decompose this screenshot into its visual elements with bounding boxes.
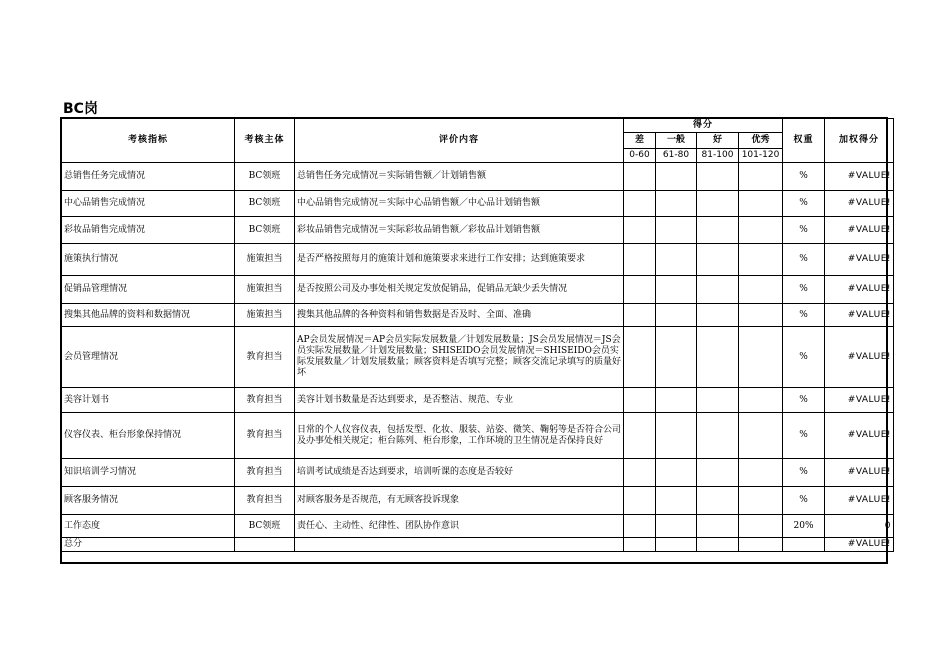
subject-cell: 施策担当 <box>235 276 295 304</box>
score-cell-excellent[interactable] <box>739 244 783 276</box>
table-row <box>62 163 894 191</box>
subject-cell: 教育担当 <box>235 388 295 413</box>
score-cell-excellent[interactable] <box>739 276 783 304</box>
total-empty-cell <box>295 538 624 552</box>
level-label-excellent: 优秀 <box>739 133 783 149</box>
subject-cell: 教育担当 <box>235 459 295 487</box>
header-score: 得分 <box>624 119 783 133</box>
subject-cell: 教育担当 <box>235 487 295 515</box>
header-weight: 权重 <box>783 119 825 163</box>
weight-cell: % <box>783 163 825 191</box>
content-cell: 是否按照公司及办事处相关规定发放促销品，促销品无缺少丢失情况 <box>295 276 624 304</box>
score-cell-poor[interactable] <box>624 515 656 538</box>
header-indicator: 考核指标 <box>62 119 235 163</box>
level-range-average: 61-80 <box>656 149 697 163</box>
weighted-score-cell: 0 <box>825 515 894 538</box>
indicator-cell: 会员管理情况 <box>62 327 235 388</box>
subject-cell: 施策担当 <box>235 304 295 327</box>
score-cell-average[interactable] <box>656 217 697 244</box>
level-label-average: 一般 <box>656 133 697 149</box>
score-cell-poor[interactable] <box>624 327 656 388</box>
weighted-score-cell: #VALUE! <box>825 388 894 413</box>
score-cell-poor[interactable] <box>624 413 656 459</box>
indicator-cell: 搜集其他品牌的资料和数据情况 <box>62 304 235 327</box>
score-cell-excellent[interactable] <box>739 163 783 191</box>
score-cell-average[interactable] <box>656 515 697 538</box>
weight-cell: % <box>783 487 825 515</box>
total-empty-cell <box>783 538 825 552</box>
level-label-poor: 差 <box>624 133 656 149</box>
content-cell: AP会员发展情况＝AP会员实际发展数量／计划发展数量；JS会员发展情况＝JS会员实际发展数量／计划发展数量；SHISEIDO会员发展情况＝SHISEIDO会员实际发展数量／计划发展数量；顾客资料是否填写完整；顾客交流记录填写的质量好坏 <box>295 327 624 388</box>
score-cell-poor[interactable] <box>624 276 656 304</box>
score-cell-good[interactable] <box>697 388 739 413</box>
indicator-cell: 工作态度 <box>62 515 235 538</box>
score-cell-poor[interactable] <box>624 244 656 276</box>
score-cell-excellent[interactable] <box>739 515 783 538</box>
score-cell-poor[interactable] <box>624 388 656 413</box>
content-cell: 培训考试成绩是否达到要求，培训听课的态度是否较好 <box>295 459 624 487</box>
content-cell: 对顾客服务是否规范，有无顾客投诉现象 <box>295 487 624 515</box>
weighted-score-cell: #VALUE! <box>825 487 894 515</box>
total-empty-cell <box>739 538 783 552</box>
evaluation-table <box>61 118 894 552</box>
subject-cell: 教育担当 <box>235 327 295 388</box>
score-cell-average[interactable] <box>656 327 697 388</box>
weight-cell: % <box>783 304 825 327</box>
content-cell: 彩妆品销售完成情况＝实际彩妆品销售额／彩妆品计划销售额 <box>295 217 624 244</box>
score-cell-average[interactable] <box>656 191 697 217</box>
subject-cell: 施策担当 <box>235 244 295 276</box>
score-cell-excellent[interactable] <box>739 388 783 413</box>
total-empty-cell <box>624 538 656 552</box>
weighted-score-cell: #VALUE! <box>825 191 894 217</box>
score-cell-excellent[interactable] <box>739 217 783 244</box>
score-cell-average[interactable] <box>656 163 697 191</box>
score-cell-excellent[interactable] <box>739 413 783 459</box>
score-cell-good[interactable] <box>697 217 739 244</box>
weight-cell: % <box>783 217 825 244</box>
score-cell-excellent[interactable] <box>739 459 783 487</box>
score-cell-average[interactable] <box>656 459 697 487</box>
header-weighted-score: 加权得分 <box>825 119 894 163</box>
score-cell-poor[interactable] <box>624 217 656 244</box>
total-weighted-score: #VALUE! <box>825 538 894 552</box>
indicator-cell: 中心品销售完成情况 <box>62 191 235 217</box>
score-cell-good[interactable] <box>697 413 739 459</box>
sheet-title: BC岗 <box>63 101 98 117</box>
table-row <box>62 304 894 327</box>
content-cell: 中心品销售完成情况＝实际中心品销售额／中心品计划销售额 <box>295 191 624 217</box>
content-cell: 责任心、主动性、纪律性、团队协作意识 <box>295 515 624 538</box>
content-cell: 总销售任务完成情况＝实际销售额／计划销售额 <box>295 163 624 191</box>
weighted-score-cell: #VALUE! <box>825 413 894 459</box>
table-row <box>62 327 894 388</box>
score-cell-excellent[interactable] <box>739 191 783 217</box>
score-cell-average[interactable] <box>656 388 697 413</box>
score-cell-good[interactable] <box>697 327 739 388</box>
score-cell-good[interactable] <box>697 191 739 217</box>
weight-cell: 20% <box>783 515 825 538</box>
score-cell-good[interactable] <box>697 244 739 276</box>
score-cell-poor[interactable] <box>624 304 656 327</box>
score-cell-average[interactable] <box>656 487 697 515</box>
score-cell-average[interactable] <box>656 276 697 304</box>
content-cell: 搜集其他品牌的各种资料和销售数据是否及时、全面、准确 <box>295 304 624 327</box>
content-cell: 是否严格按照每月的施策计划和施策要求来进行工作安排；达到施策要求 <box>295 244 624 276</box>
level-range-good: 81-100 <box>697 149 739 163</box>
table-row <box>62 244 894 276</box>
table-row <box>62 191 894 217</box>
weight-cell: % <box>783 388 825 413</box>
table-row <box>62 459 894 487</box>
score-cell-average[interactable] <box>656 304 697 327</box>
subject-cell: BC领班 <box>235 515 295 538</box>
table-row <box>62 487 894 515</box>
indicator-cell: 知识培训学习情况 <box>62 459 235 487</box>
total-label: 总分 <box>62 538 235 552</box>
subject-cell: 教育担当 <box>235 413 295 459</box>
table-row <box>62 413 894 459</box>
weighted-score-cell: #VALUE! <box>825 304 894 327</box>
weight-cell: % <box>783 276 825 304</box>
table-row <box>62 388 894 413</box>
indicator-cell: 美容计划书 <box>62 388 235 413</box>
weighted-score-cell: #VALUE! <box>825 327 894 388</box>
score-cell-poor[interactable] <box>624 163 656 191</box>
indicator-cell: 仪容仪表、柜台形象保持情况 <box>62 413 235 459</box>
score-cell-good[interactable] <box>697 276 739 304</box>
level-label-good: 好 <box>697 133 739 149</box>
score-cell-poor[interactable] <box>624 459 656 487</box>
content-cell: 美容计划书数量是否达到要求，是否整洁、规范、专业 <box>295 388 624 413</box>
weight-cell: % <box>783 191 825 217</box>
indicator-cell: 彩妆品销售完成情况 <box>62 217 235 244</box>
score-cell-excellent[interactable] <box>739 487 783 515</box>
indicator-cell: 顾客服务情况 <box>62 487 235 515</box>
score-cell-good[interactable] <box>697 163 739 191</box>
score-cell-good[interactable] <box>697 515 739 538</box>
score-cell-good[interactable] <box>697 459 739 487</box>
score-cell-good[interactable] <box>697 487 739 515</box>
weighted-score-cell: #VALUE! <box>825 244 894 276</box>
subject-cell: BC领班 <box>235 191 295 217</box>
score-cell-poor[interactable] <box>624 191 656 217</box>
subject-cell: BC领班 <box>235 163 295 191</box>
indicator-cell: 施策执行情况 <box>62 244 235 276</box>
score-cell-good[interactable] <box>697 304 739 327</box>
weighted-score-cell: #VALUE! <box>825 163 894 191</box>
weight-cell: % <box>783 459 825 487</box>
level-range-poor: 0-60 <box>624 149 656 163</box>
weight-cell: % <box>783 244 825 276</box>
table-row <box>62 276 894 304</box>
score-cell-excellent[interactable] <box>739 327 783 388</box>
total-empty-cell <box>235 538 295 552</box>
table-row <box>62 217 894 244</box>
score-cell-poor[interactable] <box>624 487 656 515</box>
total-empty-cell <box>697 538 739 552</box>
indicator-cell: 总销售任务完成情况 <box>62 163 235 191</box>
score-cell-excellent[interactable] <box>739 304 783 327</box>
weight-cell: % <box>783 327 825 388</box>
indicator-cell: 促销品管理情况 <box>62 276 235 304</box>
weighted-score-cell: #VALUE! <box>825 217 894 244</box>
total-empty-cell <box>656 538 697 552</box>
weighted-score-cell: #VALUE! <box>825 276 894 304</box>
level-range-excellent: 101-120 <box>739 149 783 163</box>
score-cell-average[interactable] <box>656 244 697 276</box>
table-row <box>62 515 894 538</box>
content-cell: 日常的个人仪容仪表，包括发型、化妆、服装、站姿、微笑、鞠躬等是否符合公司及办事处相关规定；柜台陈列、柜台形象，工作环境的卫生情况是否保持良好 <box>295 413 624 459</box>
subject-cell: BC领班 <box>235 217 295 244</box>
score-cell-average[interactable] <box>656 413 697 459</box>
total-row <box>62 538 894 552</box>
header-content: 评价内容 <box>295 119 624 163</box>
weight-cell: % <box>783 413 825 459</box>
header-subject: 考核主体 <box>235 119 295 163</box>
weighted-score-cell: #VALUE! <box>825 459 894 487</box>
